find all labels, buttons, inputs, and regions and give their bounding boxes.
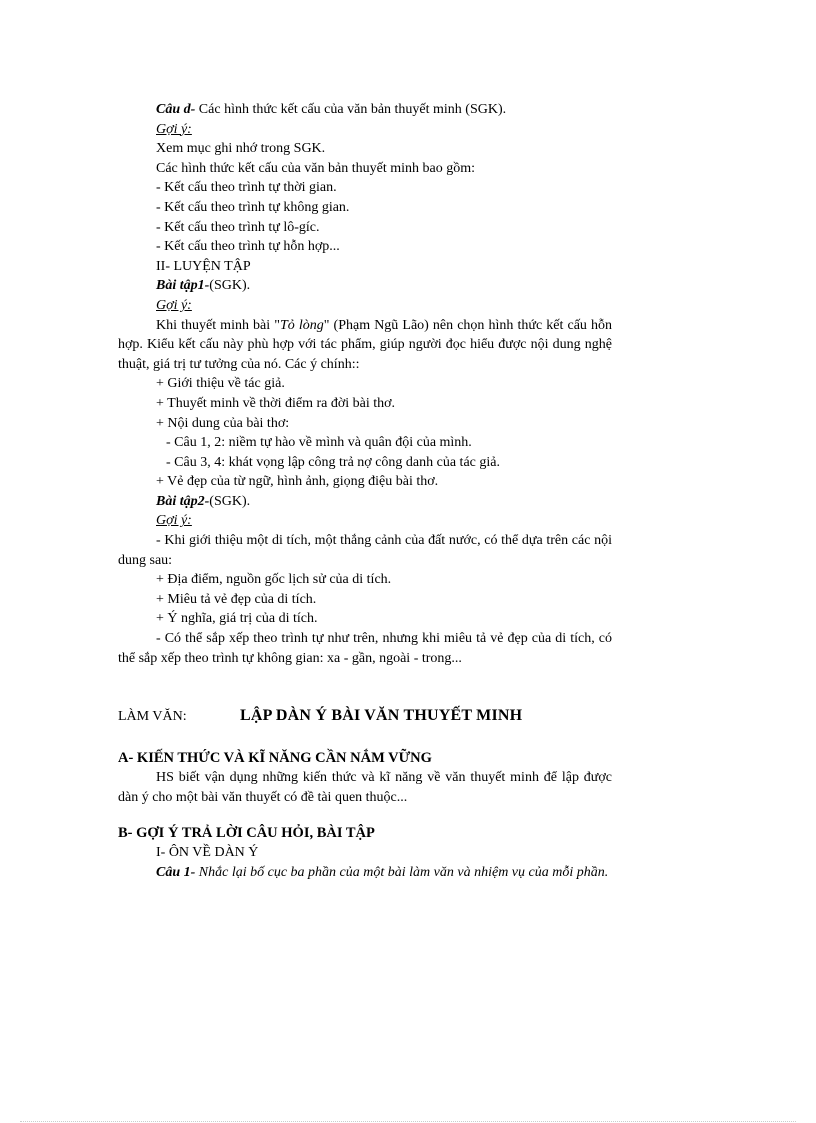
luyen-tap-heading: II- LUYỆN TẬP [156, 258, 251, 274]
cau-d-intro: Các hình thức kết cấu của văn bản thuyết minh bao gồm: [156, 160, 475, 176]
cau-d-text: Các hình thức kết cấu của văn bản thuyết minh (SGK). [195, 102, 507, 117]
bai-tap-2-item: + Ý nghĩa, giá trị của di tích. [156, 611, 318, 627]
heading-a: A- KIẾN THỨC VÀ KĨ NĂNG CẦN NẮM VỮNG [118, 749, 432, 766]
bai-tap-1-subitem: - Câu 1, 2: niềm tự hào về mình và quân đội của mình. [166, 435, 472, 451]
cau-d-item: - Kết cấu theo trình tự thời gian. [156, 180, 337, 196]
bai-tap-1-subitem: - Câu 3, 4: khát vọng lập công trả nợ công danh của tác giả. [166, 454, 500, 470]
bai-tap-2-line [118, 492, 612, 512]
bai-tap-1-paragraph: Khi thuyết minh bài "Tỏ lòng" (Phạm Ngũ Lão) nên chọn hình thức kết cấu hỗn hợp. Kiểu kết cấu này phù hợp với tác phẩm, giúp người đọc hiểu được nội dung nghệ thuật, giá trị tư tưởng của nó. Các ý chính:: [118, 317, 613, 372]
bai-tap-1-item: + Nội dung của bài thơ: [156, 415, 290, 431]
section-title: LẬP DÀN Ý BÀI VĂN THUYẾT MINH [240, 707, 523, 725]
on-ve-dan-y: I- ÔN VỀ DÀN Ý [156, 845, 259, 861]
bai-tap-1-item: + Thuyết minh về thời điểm ra đời bài thơ. [156, 395, 396, 411]
goi-y-label: Gợi ý: [156, 297, 192, 313]
bai-tap-1-text: (SGK). [209, 278, 251, 294]
cau-1-paragraph [118, 863, 612, 883]
goi-y-label: Gợi ý: [156, 121, 192, 137]
bai-tap-1-label: Bài tập1- [156, 278, 210, 294]
bai-tap-1-item: + Giới thiệu về tác giả. [156, 376, 285, 392]
bai-tap-2-paragraph: - Khi giới thiệu một di tích, một thắng cảnh của đất nước, có thể dựa trên các nội dung sau: [118, 533, 612, 568]
bai-tap-2-label: Bài tập2- [156, 493, 210, 509]
bai-tap-2-item: + Miêu tả vẻ đẹp của di tích. [156, 591, 317, 607]
section-heading [118, 706, 612, 727]
bai-tap-2-text: (SGK). [209, 493, 251, 509]
section-label: LÀM VĂN: [118, 709, 187, 725]
page-bottom-rule [20, 1121, 796, 1122]
bai-tap-2-item: + Địa điểm, nguồn gốc lịch sử của di tích. [156, 572, 392, 588]
cau-d-line [118, 100, 612, 120]
document-page [118, 100, 612, 882]
cau-d-label: Câu d- [156, 102, 196, 117]
cau-1-label: Câu 1- [156, 864, 196, 880]
poem-title: Tỏ lòng [279, 317, 324, 333]
cau-1-text: Nhắc lại bố cục ba phần của một bài làm văn và nhiệm vụ của mỗi phần. [195, 864, 609, 880]
heading-b: B- GỢI Ý TRẢ LỜI CÂU HỎI, BÀI TẬP [118, 824, 375, 841]
cau-d-hint: Xem mục ghi nhớ trong SGK. [156, 141, 326, 157]
paragraph-a: HS biết vận dụng những kiến thức và kĩ năng về văn thuyết minh để lập được dàn ý cho một bài văn thuyết có đề tài quen thuộc... [118, 770, 612, 805]
bai-tap-1-line [118, 276, 612, 296]
cau-d-item: - Kết cấu theo trình tự lô-gíc. [156, 219, 320, 235]
cau-d-item: - Kết cấu theo trình tự hỗn hợp... [156, 239, 340, 255]
bai-tap-1-item: + Vẻ đẹp của từ ngữ, hình ảnh, giọng điệu bài thơ. [156, 474, 439, 490]
bai-tap-2-paragraph-2: - Có thể sắp xếp theo trình tự như trên, nhưng khi miêu tả vẻ đẹp của di tích, có thể sắp xếp theo trình tự không gian: xa - gần, ngoài - trong... [118, 631, 612, 666]
goi-y-label: Gợi ý: [156, 513, 192, 529]
cau-d-item: - Kết cấu theo trình tự không gian. [156, 199, 350, 215]
